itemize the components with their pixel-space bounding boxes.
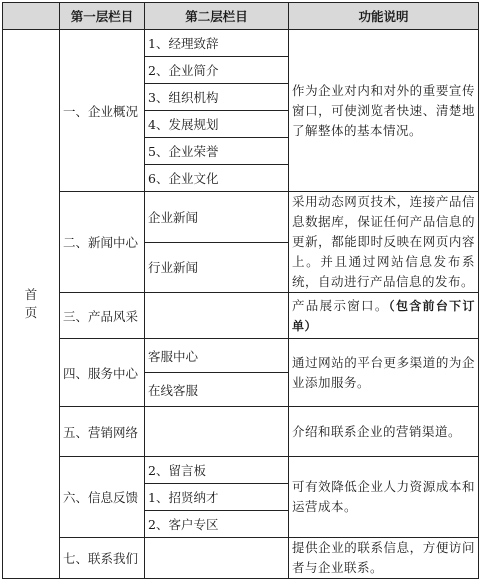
- subsection-item: 企业新闻: [145, 192, 289, 243]
- products-desc-text: 产品展示窗口。: [292, 297, 389, 313]
- section-about-description: 作为企业对内和对外的重要宣传窗口，可使浏览者快速、清楚地了解整体的基本情况。: [289, 30, 479, 192]
- section-products: 三、产品风采: [60, 293, 145, 339]
- section-feedback: 六、信息反馈: [60, 457, 145, 538]
- home-cell: [3, 30, 60, 579]
- subsection-empty: [145, 538, 289, 579]
- subsection-item: 1、招贤纳才: [145, 484, 289, 511]
- subsection-item: 行业新闻: [145, 242, 289, 293]
- site-structure-table: [2, 2, 479, 579]
- header-description: 功能说明: [289, 3, 479, 30]
- subsection-empty: [145, 293, 289, 339]
- subsection-item: 2、留言板: [145, 457, 289, 484]
- section-about: 一、企业概况: [60, 30, 145, 192]
- section-news-description: 采用动态网页技术，连接产品信息数据库，保证任何产品信息的更新，都能即时反映在网页内容上。并且通过网站信息发布系统，自动进行产品信息的发布。: [289, 192, 479, 293]
- subsection-item: 2、客户专区: [145, 511, 289, 538]
- subsection-item: 3、组织机构: [145, 84, 289, 111]
- products-desc-bold: （包含前台下订单）: [292, 298, 475, 333]
- section-sales-description: 介绍和联系企业的营销渠道。: [289, 407, 479, 457]
- section-feedback-description: 可有效降低企业人力资源成本和运营成本。: [289, 457, 479, 538]
- header-row: [3, 3, 479, 30]
- subsection-item: 4、发展规划: [145, 111, 289, 138]
- home-label: 首页: [24, 287, 38, 320]
- section-news: 二、新闻中心: [60, 192, 145, 293]
- subsection-item: 6、企业文化: [145, 165, 289, 192]
- header-level2: 第二层栏目: [145, 3, 289, 30]
- subsection-item: 5、企业荣誉: [145, 138, 289, 165]
- section-service-description: 通过网站的平台更多渠道的为企业添加服务。: [289, 339, 479, 407]
- subsection-item: 1、经理致辞: [145, 30, 289, 57]
- section-sales: 五、营销网络: [60, 407, 145, 457]
- header-level1: 第一层栏目: [60, 3, 145, 30]
- section-service: 四、服务中心: [60, 339, 145, 407]
- subsection-item: 2、企业简介: [145, 57, 289, 84]
- section-products-description: [289, 293, 479, 339]
- subsection-empty: [145, 407, 289, 457]
- subsection-item: 客服中心: [145, 339, 289, 373]
- section-contact: 七、联系我们: [60, 538, 145, 579]
- header-home-cell: [3, 3, 60, 30]
- section-contact-description: 提供企业的联系信息，方便访问者与企业联系。: [289, 538, 479, 579]
- subsection-item: 在线客服: [145, 373, 289, 407]
